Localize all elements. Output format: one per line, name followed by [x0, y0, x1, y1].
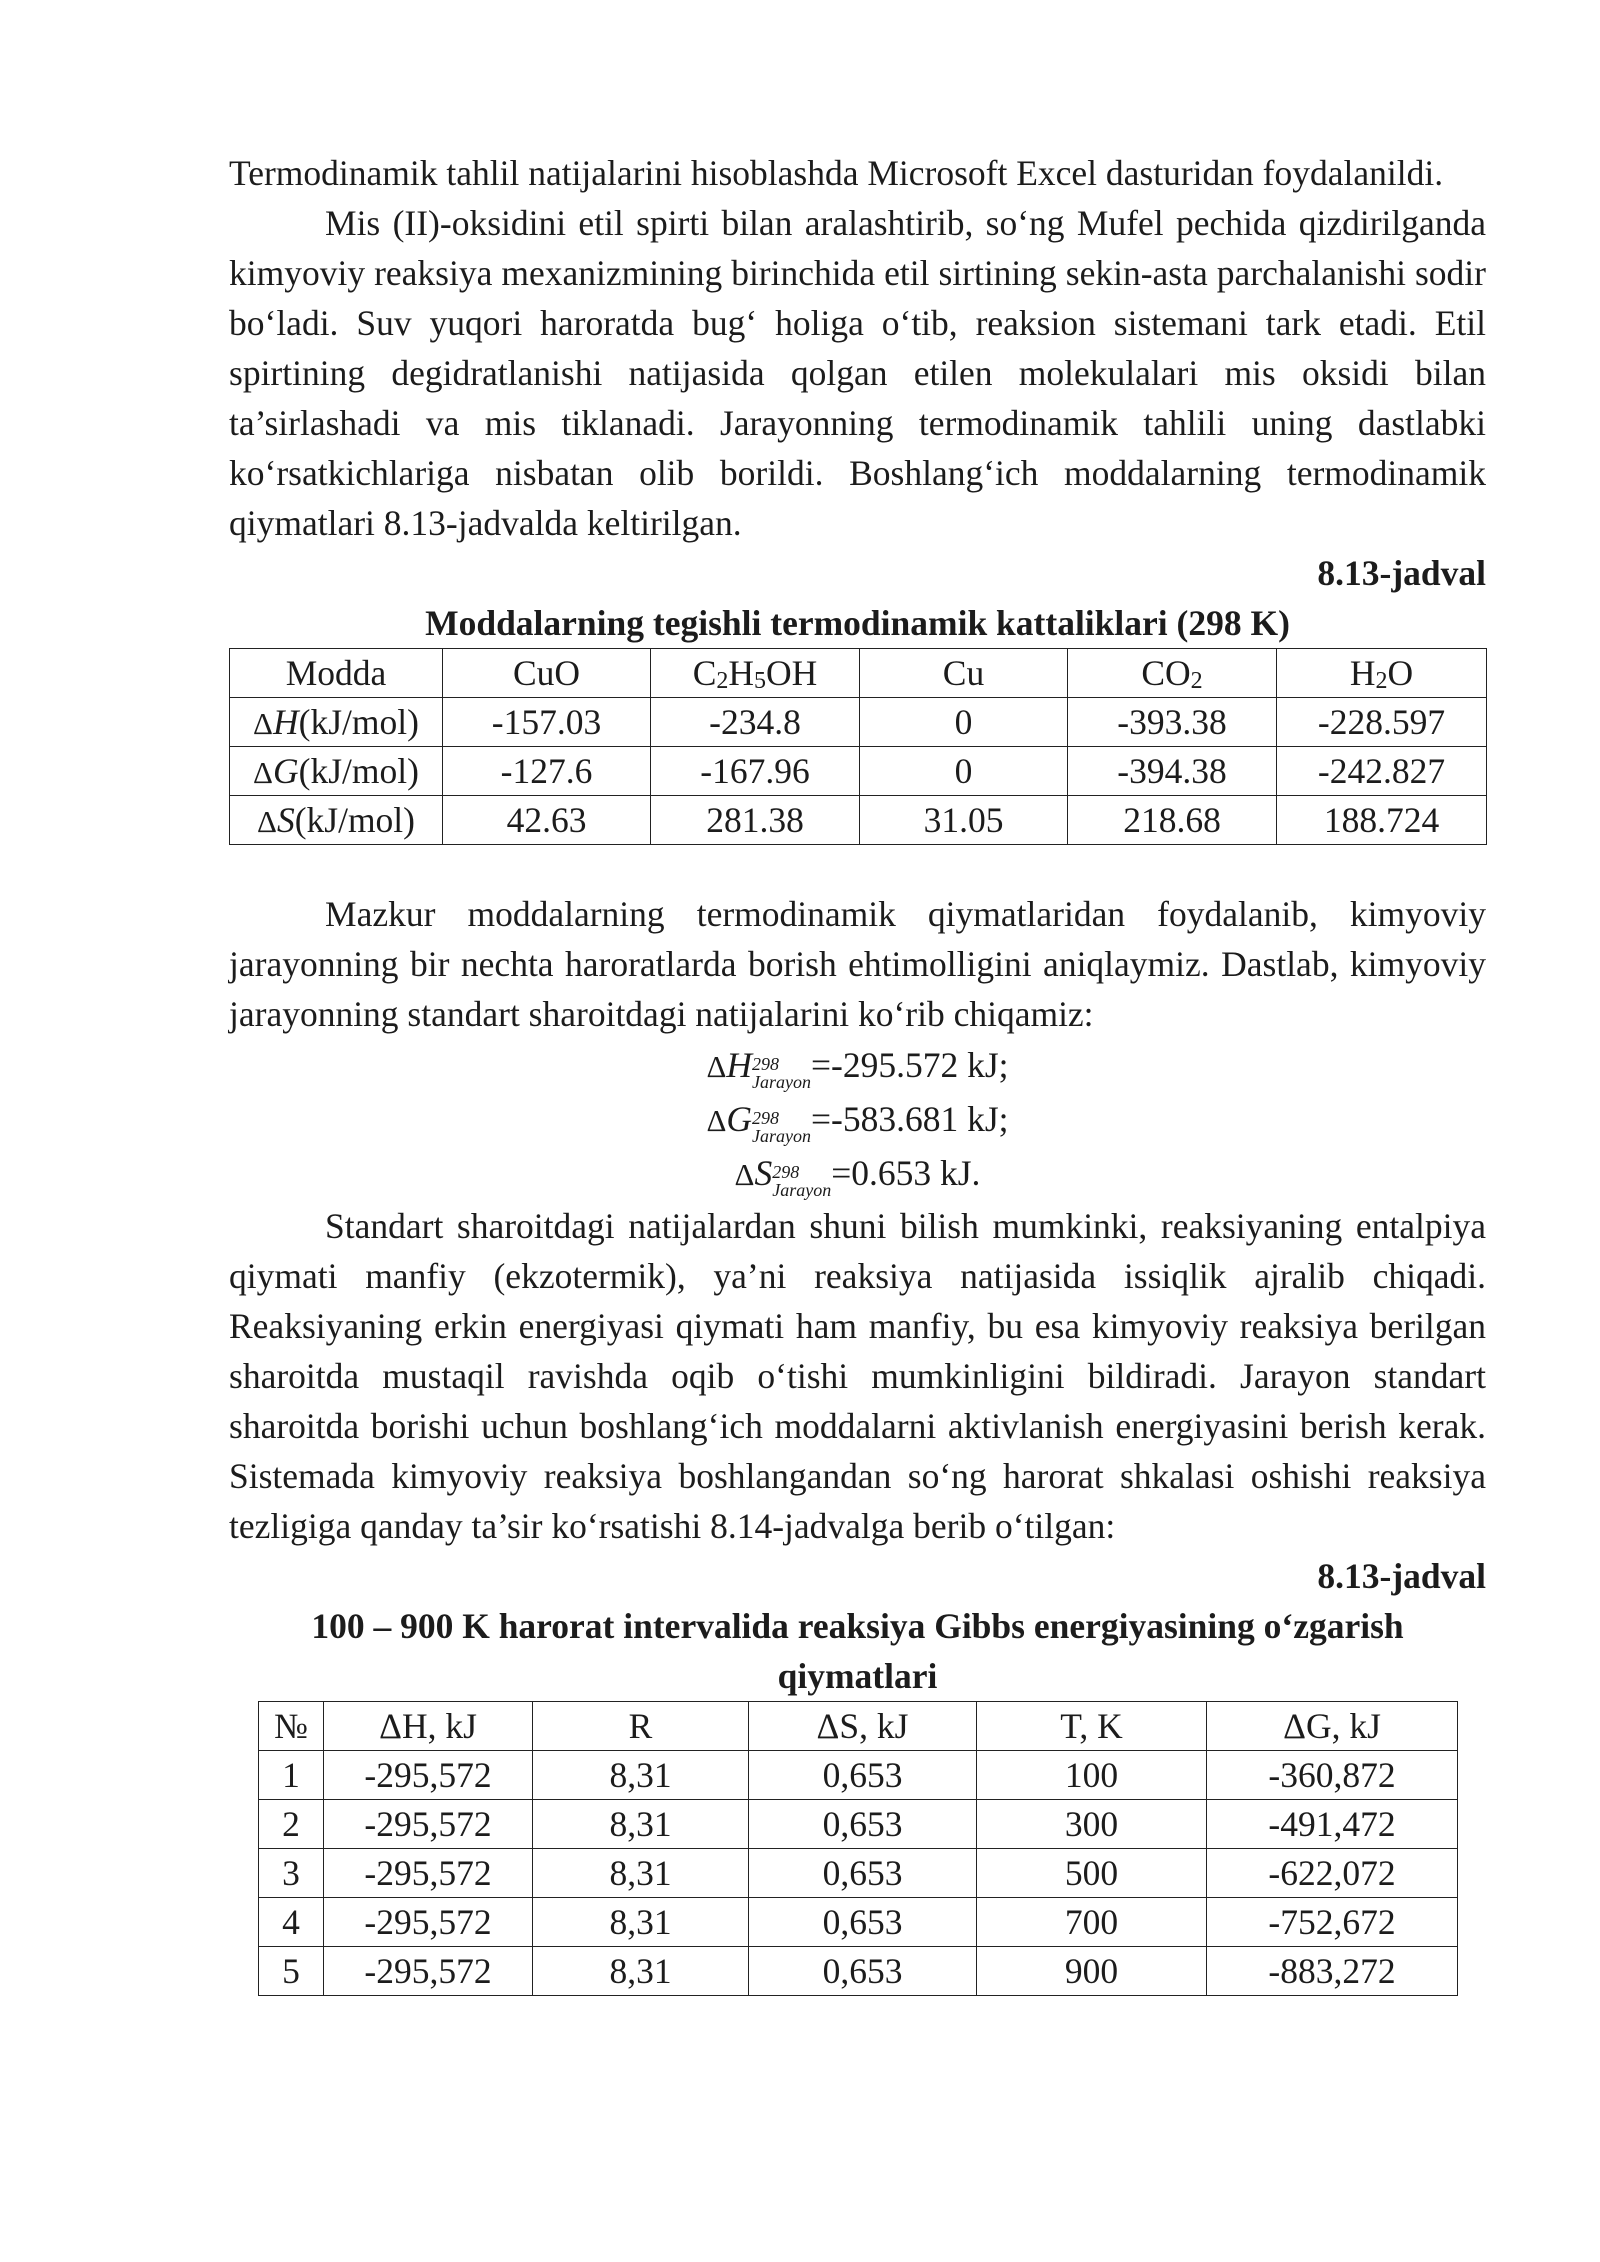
- table-2-tag: 8.13-jadval: [1317, 1556, 1486, 1596]
- table-cell: 700: [977, 1898, 1207, 1947]
- header-h2o: $H_2O$: [1277, 649, 1487, 698]
- table-cell: 900: [977, 1947, 1207, 1996]
- paragraph-4: Standart sharoitdagi natijalardan shuni bilish mumkinki, reaksiyaning entalpiya qiymati manfiy (ekzotermik), ya’ni reaksiya natijasida issiqlik ajralib chiqadi. Reaksiyaning erkin energiyasi qiymati ham manfiy, bu esa kimyoviy reaksiya berilgan sharoitda mustaqil ravishda oqib o‘tishi mumkinligini bildiradi. Jarayon standart sharoitda borishi uchun boshlang‘ich moddalarni aktivlanish energiyasini berish kerak. Sistemada kimyoviy reaksiya boshlangandan so‘ng harorat shkalasi oshishi reaksiya tezligiga qanday ta’sir ko‘rsatishi 8.14-jadvalga berib o‘tilgan:: [229, 1206, 1486, 1546]
- table-cell: 8,31: [533, 1849, 749, 1898]
- header-modda: Modda: [230, 649, 443, 698]
- table-cell: -157.03: [443, 698, 651, 747]
- thermodynamic-properties-table: [229, 648, 1487, 845]
- table-cell: -360,872: [1207, 1751, 1458, 1800]
- table-cell: 0,653: [749, 1947, 977, 1996]
- table-row: [230, 747, 1487, 796]
- table-cell: -295,572: [324, 1849, 533, 1898]
- paragraph-3: Mazkur moddalarning termodinamik qiymatlaridan foydalanib, kimyoviy jarayonning bir nechta haroratlarda borish ehtimolligini aniqlaymiz. Dastlab, kimyoviy jarayonning standart sharoitdagi natijalarini ko‘rib chiqamiz:: [229, 894, 1486, 1034]
- table-row: [259, 1849, 1458, 1898]
- row-label-gibbs: ΔG(kJ/mol): [230, 747, 443, 796]
- table-cell: 0,653: [749, 1898, 977, 1947]
- table-1-tag: 8.13-jadval: [1317, 553, 1486, 593]
- header-r: R: [533, 1702, 749, 1751]
- paragraph-1: Termodinamik tahlil natijalarini hisoblashda Microsoft Excel dasturidan foydalanildi.: [229, 153, 1444, 193]
- table-cell: 8,31: [533, 1947, 749, 1996]
- table-cell: -127.6: [443, 747, 651, 796]
- table-cell: -234.8: [651, 698, 860, 747]
- table-cell: 1: [259, 1751, 324, 1800]
- table-cell: 100: [977, 1751, 1207, 1800]
- table-cell: 8,31: [533, 1751, 749, 1800]
- table-cell: -295,572: [324, 1947, 533, 1996]
- paragraph-2: Mis (II)-oksidini etil spirti bilan aralashtirib, so‘ng Mufel pechida qizdirilganda kimyoviy reaksiya mexanizmining birinchida etil sirtining sekin-asta parchalanishi sodir bo‘ladi. Suv yuqori haroratda bug‘ holiga o‘tib, reaksion sistemani tark etadi. Etil spirtining degidratlanishi natijasida qolgan etilen molekulalari mis oksidi bilan ta’sirlashadi va mis tiklanadi. Jarayonning termodinamik tahlili uning dastlabki ko‘rsatkichlariga nisbatan olib borildi. Boshlang‘ich moddalarning termodinamik qiymatlari 8.13-jadvalda keltirilgan.: [229, 203, 1486, 543]
- formula-entropy: ΔS 298 Jarayon =0.653 kJ.: [734, 1153, 981, 1200]
- formula-gibbs: ΔG 298 Jarayon =-583.681 kJ;: [706, 1099, 1009, 1146]
- table-cell: 42.63: [443, 796, 651, 845]
- table-cell: -491,472: [1207, 1800, 1458, 1849]
- table-cell: 0: [860, 698, 1068, 747]
- table-cell: -752,672: [1207, 1898, 1458, 1947]
- table-cell: 300: [977, 1800, 1207, 1849]
- table-cell: -622,072: [1207, 1849, 1458, 1898]
- table-header-row: [259, 1702, 1458, 1751]
- table-cell: 0,653: [749, 1800, 977, 1849]
- table-row: [259, 1947, 1458, 1996]
- table-cell: -242.827: [1277, 747, 1487, 796]
- table-row: [230, 698, 1487, 747]
- table-cell: -228.597: [1277, 698, 1487, 747]
- table-cell: 8,31: [533, 1800, 749, 1849]
- header-cuo: CuO: [443, 649, 651, 698]
- table-header-row: [230, 649, 1487, 698]
- row-label-enthalpy: ΔH(kJ/mol): [230, 698, 443, 747]
- table-cell: -295,572: [324, 1751, 533, 1800]
- table-cell: 0,653: [749, 1849, 977, 1898]
- table-cell: 0: [860, 747, 1068, 796]
- table-cell: 0,653: [749, 1751, 977, 1800]
- table-cell: -883,272: [1207, 1947, 1458, 1996]
- document-page: [229, 148, 1486, 1996]
- row-label-entropy: ΔS(kJ/mol): [230, 796, 443, 845]
- header-delta-s: ΔS, kJ: [749, 1702, 977, 1751]
- header-delta-g: ΔG, kJ: [1207, 1702, 1458, 1751]
- table-cell: -393.38: [1068, 698, 1277, 747]
- table-cell: -394.38: [1068, 747, 1277, 796]
- table-2-caption: 100 – 900 K harorat intervalida reaksiya Gibbs energiyasining o‘zgarish qiymatlari: [311, 1606, 1404, 1696]
- table-cell: 500: [977, 1849, 1207, 1898]
- table-cell: 3: [259, 1849, 324, 1898]
- table-cell: 4: [259, 1898, 324, 1947]
- table-row: [230, 796, 1487, 845]
- header-co2: $CO_2$: [1068, 649, 1277, 698]
- table-cell: 188.724: [1277, 796, 1487, 845]
- header-cu: Cu: [860, 649, 1068, 698]
- table-cell: 31.05: [860, 796, 1068, 845]
- standard-conditions-formulas: [229, 1039, 1486, 1201]
- table-row: [259, 1800, 1458, 1849]
- table-cell: 5: [259, 1947, 324, 1996]
- formula-enthalpy: ΔH 298 Jarayon =-295.572 kJ;: [706, 1045, 1009, 1092]
- table-1-caption: Moddalarning tegishli termodinamik kattaliklari (298 K): [425, 603, 1290, 643]
- table-row: [259, 1898, 1458, 1947]
- header-number: №: [259, 1702, 324, 1751]
- header-temperature: T, K: [977, 1702, 1207, 1751]
- table-cell: -295,572: [324, 1898, 533, 1947]
- table-cell: 8,31: [533, 1898, 749, 1947]
- header-delta-h: ΔH, kJ: [324, 1702, 533, 1751]
- gibbs-energy-table: [258, 1701, 1458, 1996]
- table-cell: -167.96: [651, 747, 860, 796]
- table-cell: 281.38: [651, 796, 860, 845]
- header-ethanol: $C_2H_5OH$: [651, 649, 860, 698]
- table-cell: 218.68: [1068, 796, 1277, 845]
- table-cell: -295,572: [324, 1800, 533, 1849]
- table-row: [259, 1751, 1458, 1800]
- table-cell: 2: [259, 1800, 324, 1849]
